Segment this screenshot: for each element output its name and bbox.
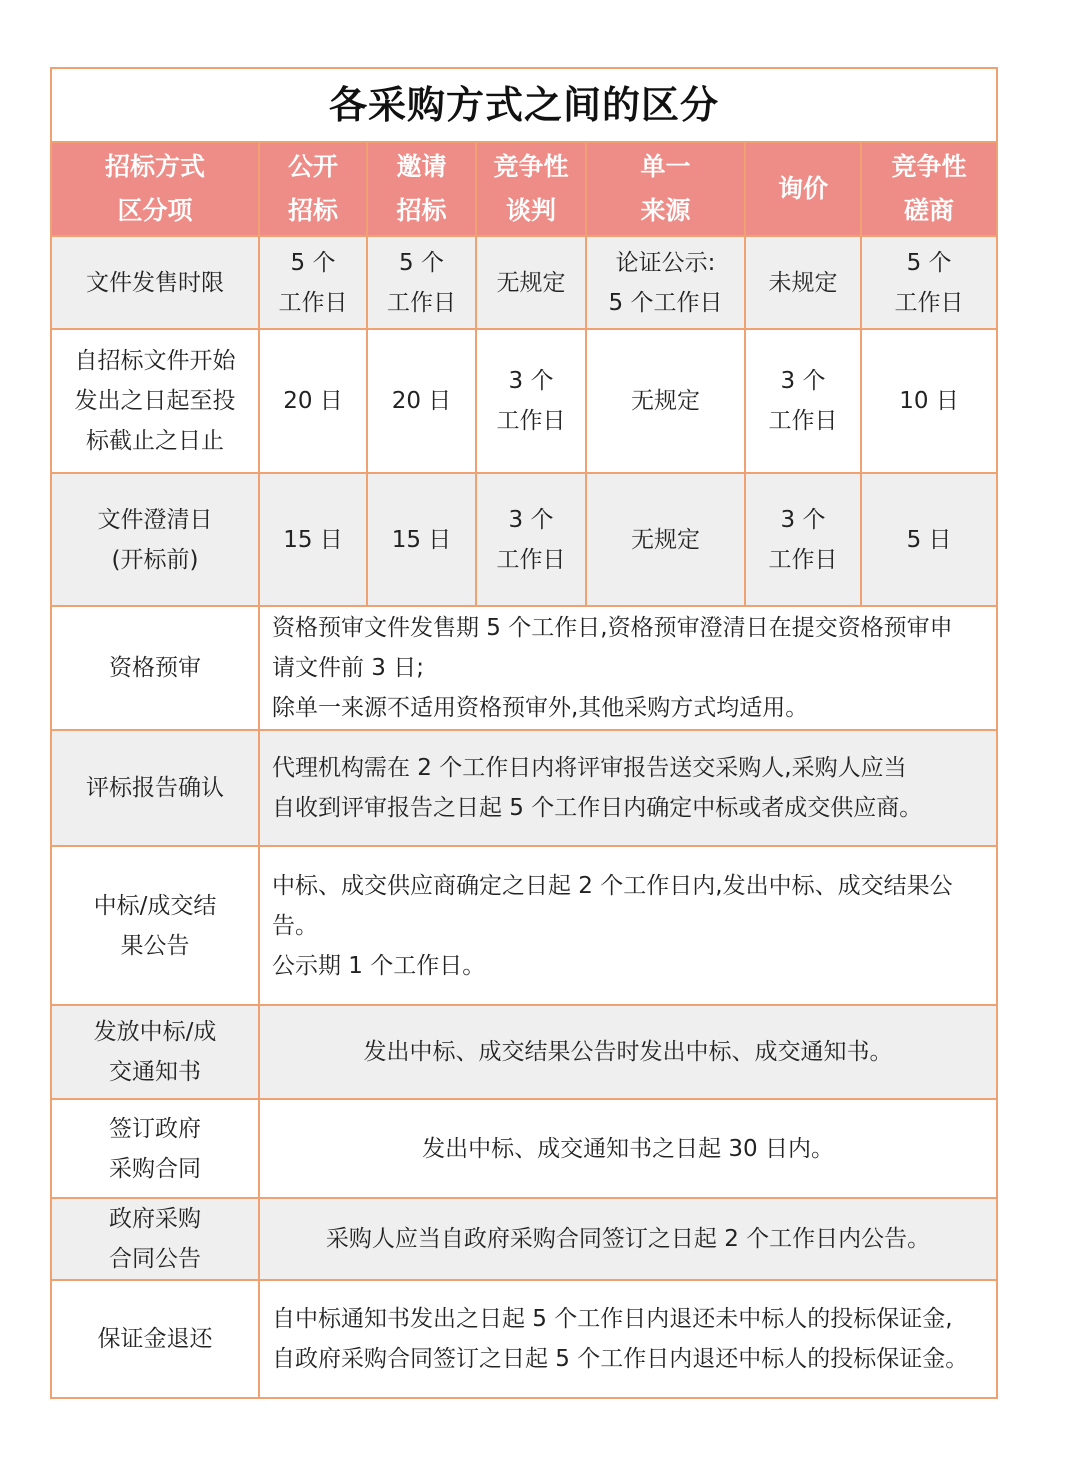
text-line: 自收到评审报告之日起 5 个工作日内确定中标或者成交供应商。 <box>272 795 923 821</box>
header-text: 询价 <box>777 174 828 203</box>
procurement-comparison-table <box>50 67 998 1399</box>
row-text <box>259 730 997 846</box>
page-title: 各采购方式之间的区分 <box>51 68 997 142</box>
text-line: 采购人应当自政府采购合同签订之日起 2 个工作日内公告。 <box>325 1226 931 1252</box>
header-text: 磋商 <box>904 196 955 225</box>
table-cell <box>586 473 745 606</box>
header-row <box>51 142 997 236</box>
table-cell <box>259 329 367 473</box>
text-line: 发出中标、成交结果公告时发出中标、成交通知书。 <box>363 1039 893 1065</box>
row-label <box>51 846 259 1005</box>
row-label-line: 发出之日起至投 <box>74 388 236 414</box>
text-line: 发出中标、成交通知书之日起 30 日内。 <box>422 1135 834 1162</box>
text-line: 中标、成交供应商确定之日起 2 个工作日内,发出中标、成交结果公 <box>272 872 953 899</box>
row-label-line: 签订政府 <box>109 1115 201 1142</box>
title-row <box>51 68 997 142</box>
row-label-line: 政府采购 <box>109 1206 201 1232</box>
table-cell <box>259 236 367 329</box>
text-line: 公示期 1 个工作日。 <box>272 952 486 979</box>
row-label <box>51 1280 259 1398</box>
cell-line: 工作日 <box>387 289 456 316</box>
cell-line: 20 日 <box>391 388 452 414</box>
cell-line: 工作日 <box>496 546 566 573</box>
row-label-line: 保证金退还 <box>97 1326 213 1352</box>
header-text: 来源 <box>640 196 691 225</box>
header-method-competitive-negotiation <box>476 142 586 236</box>
header-method-inquiry <box>745 142 861 236</box>
table-cell <box>367 473 476 606</box>
table-cell <box>476 236 586 329</box>
header-method-invited-tender <box>367 142 476 236</box>
row-label <box>51 1099 259 1198</box>
text-line: 资格预审文件发售期 5 个工作日,资格预审澄清日在提交资格预审申 <box>272 615 953 641</box>
cell-line: 5 日 <box>906 526 952 553</box>
row-text <box>259 1099 997 1198</box>
row-label-line: 标截止之日止 <box>86 428 224 454</box>
row-label <box>51 606 259 730</box>
header-method-open-tender <box>259 142 367 236</box>
row-text <box>259 846 997 1005</box>
cell-line: 无规定 <box>631 388 700 414</box>
table-row <box>51 1005 997 1099</box>
table-cell <box>476 473 586 606</box>
row-label-line: 文件澄清日 <box>97 506 213 533</box>
header-text: 竞争性 <box>493 152 569 181</box>
cell-line: 工作日 <box>278 289 348 316</box>
row-label <box>51 1005 259 1099</box>
table-row <box>51 1280 997 1398</box>
text-line: 代理机构需在 2 个工作日内将评审报告送交采购人,采购人应当 <box>272 755 907 781</box>
table-cell <box>745 329 861 473</box>
cell-line: 5 个 <box>290 249 336 276</box>
cell-line: 3 个 <box>508 368 554 394</box>
table-cell <box>586 329 745 473</box>
row-text <box>259 1280 997 1398</box>
table-row <box>51 1198 997 1280</box>
cell-line: 5 个工作日 <box>608 289 723 316</box>
row-label-line: 资格预审 <box>109 655 201 681</box>
text-line: 自政府采购合同签订之日起 5 个工作日内退还中标人的投标保证金。 <box>272 1346 969 1372</box>
row-text <box>259 1198 997 1280</box>
table-cell <box>745 236 861 329</box>
cell-line: 3 个 <box>508 506 554 533</box>
table-row <box>51 1099 997 1198</box>
row-label-line: 评标报告确认 <box>86 775 224 801</box>
text-line: 自中标通知书发出之日起 5 个工作日内退还未中标人的投标保证金, <box>272 1306 953 1332</box>
cell-line: 5 个 <box>906 249 952 276</box>
header-method-competitive-consultation <box>861 142 997 236</box>
row-label-line: 文件发售时限 <box>86 269 224 296</box>
table-cell <box>861 236 997 329</box>
cell-line: 无规定 <box>496 269 566 296</box>
row-label-line: 果公告 <box>120 932 190 959</box>
cell-line: 工作日 <box>496 408 566 434</box>
table-cell <box>745 473 861 606</box>
row-label-line: 交通知书 <box>109 1059 201 1085</box>
table-row <box>51 236 997 329</box>
procurement-comparison-sheet <box>50 67 996 1399</box>
row-label-line: 中标/成交结 <box>93 892 217 919</box>
header-text: 公开 <box>287 152 338 181</box>
cell-line: 工作日 <box>894 289 964 316</box>
table-row <box>51 473 997 606</box>
row-label-line: (开标前) <box>111 546 199 573</box>
row-text <box>259 1005 997 1099</box>
header-corner <box>51 142 259 236</box>
text-line: 请文件前 3 日; <box>272 655 425 681</box>
cell-line: 15 日 <box>391 526 452 553</box>
cell-line: 20 日 <box>283 388 343 414</box>
header-text: 邀请 <box>396 152 447 181</box>
header-text: 招标 <box>396 196 447 225</box>
cell-line: 3 个 <box>780 368 826 394</box>
row-label-line: 合同公告 <box>109 1246 201 1272</box>
cell-line: 3 个 <box>780 506 826 533</box>
cell-line: 10 日 <box>899 388 959 414</box>
text-line: 告。 <box>272 912 318 939</box>
table-cell <box>861 473 997 606</box>
row-label-line: 采购合同 <box>109 1155 201 1182</box>
table-row <box>51 606 997 730</box>
header-text: 谈判 <box>505 196 556 225</box>
row-label-line: 自招标文件开始 <box>74 348 236 374</box>
table-row <box>51 846 997 1005</box>
text-line: 除单一来源不适用资格预审外,其他采购方式均适用。 <box>272 695 809 721</box>
header-text: 单一 <box>640 152 691 181</box>
cell-line: 无规定 <box>631 526 700 553</box>
table-cell <box>259 473 367 606</box>
row-label <box>51 473 259 606</box>
row-label <box>51 329 259 473</box>
table-cell <box>367 329 476 473</box>
row-label-line: 发放中标/成 <box>93 1019 217 1045</box>
table-cell <box>367 236 476 329</box>
table-row <box>51 730 997 846</box>
cell-line: 15 日 <box>283 526 343 553</box>
table-cell <box>861 329 997 473</box>
cell-line: 5 个 <box>399 249 444 276</box>
row-label <box>51 1198 259 1280</box>
table-row <box>51 329 997 473</box>
table-cell <box>586 236 745 329</box>
cell-line: 工作日 <box>768 546 838 573</box>
header-corner-line: 区分项 <box>117 196 193 225</box>
cell-line: 工作日 <box>768 408 838 434</box>
header-text: 竞争性 <box>891 152 967 181</box>
cell-line: 论证公示: <box>615 249 716 276</box>
cell-line: 未规定 <box>768 269 838 296</box>
header-method-single-source <box>586 142 745 236</box>
header-text: 招标 <box>287 196 338 225</box>
table-cell <box>476 329 586 473</box>
row-label <box>51 730 259 846</box>
row-text <box>259 606 997 730</box>
header-corner-line: 招标方式 <box>104 152 205 181</box>
row-label <box>51 236 259 329</box>
